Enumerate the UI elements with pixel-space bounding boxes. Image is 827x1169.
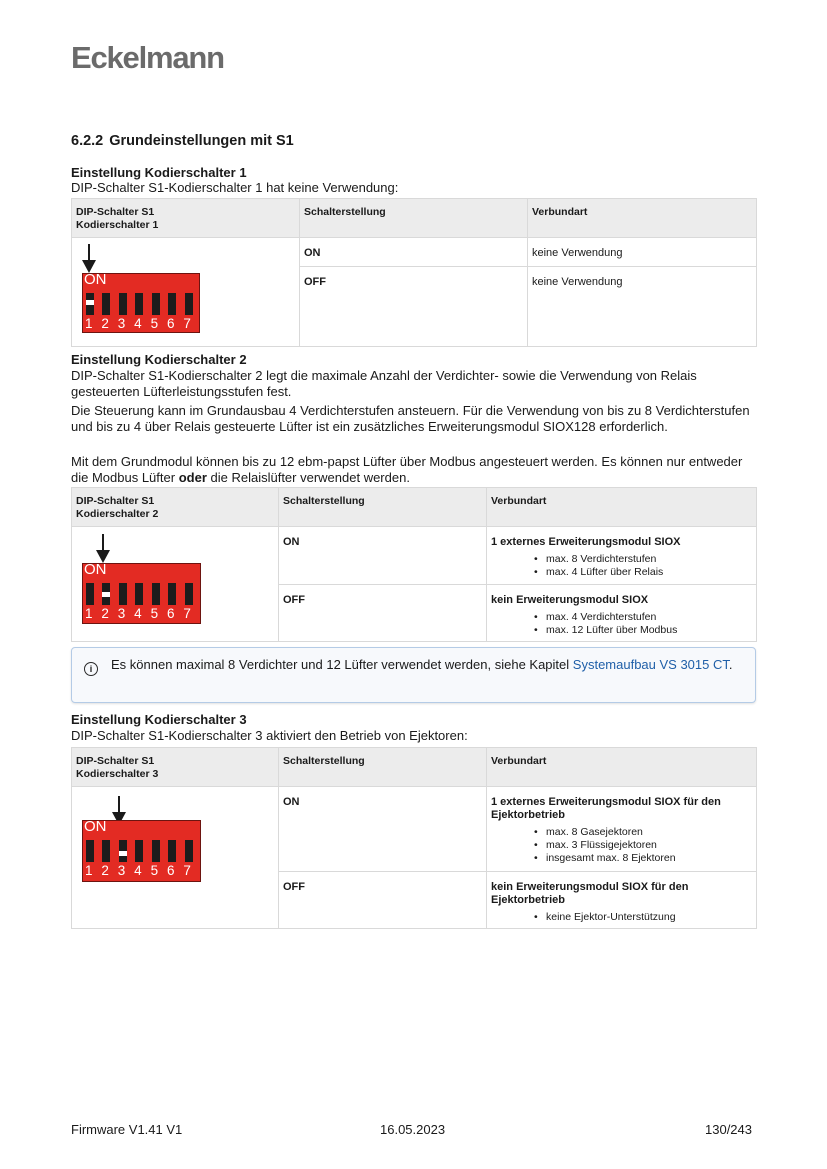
bullet-list <box>487 911 756 924</box>
switch1-heading: Einstellung Kodierschalter 1 <box>71 165 247 180</box>
dip-lever-3 <box>119 851 127 856</box>
dip-slot-5 <box>152 293 160 315</box>
dip-slot-5 <box>152 840 160 862</box>
list-item: • max. 4 Lüfter über Relais <box>546 566 756 579</box>
table-row-off-type: kein Erweiterungsmodul SIOX für den Ejektorbetrieb • keine Ejektor-Unterstützung <box>487 872 757 929</box>
dip-slot-3 <box>119 293 127 315</box>
list-item: • max. 8 Verdichterstufen <box>546 553 756 566</box>
footer-date: 16.05.2023 <box>380 1122 446 1137</box>
table-row-off-type: kein Erweiterungsmodul SIOX • max. 4 Verdichterstufen • max. 12 Lüfter über Modbus <box>487 585 757 642</box>
list-item: • insgesamt max. 8 Ejektoren <box>546 852 756 865</box>
dip-slot-7 <box>185 583 193 605</box>
dip-numbers: 1 2 3 4 5 6 7 <box>85 863 191 878</box>
footer-page-number: 130/243 <box>705 1122 752 1137</box>
table-row-off-position: OFF <box>279 872 487 929</box>
table-row-on-position: ON <box>279 527 487 585</box>
switch3-intro: DIP-Schalter S1-Kodierschalter 3 aktiviert den Betrieb von Ejektoren: <box>71 728 468 743</box>
dip-board <box>82 273 200 333</box>
switch1-table <box>71 198 757 347</box>
bullet-list <box>487 553 756 579</box>
section-title: Grundeinstellungen mit S1 <box>109 133 294 149</box>
dip-slot-6 <box>168 840 176 862</box>
dip-switch-cell <box>72 787 279 929</box>
dip-board <box>82 820 201 882</box>
list-item: • max. 4 Verdichterstufen <box>546 611 756 624</box>
table-row-off-type: keine Verwendung <box>528 267 757 347</box>
dip-slot-5 <box>152 583 160 605</box>
dip-slot-4 <box>135 583 143 605</box>
table-header-type: Verbundart <box>487 748 757 787</box>
list-item: • max. 12 Lüfter über Modbus <box>546 624 756 637</box>
section-heading <box>71 133 294 149</box>
table-row-off-position: OFF <box>279 585 487 642</box>
dip-slot-7 <box>185 293 193 315</box>
switch2-intro-3: Mit dem Grundmodul können bis zu 12 ebm-papst Lüfter über Modbus angesteuert werden. Es können nur entweder die Modbus Lüfter oder die Relaislüfter verwendet werden. <box>71 454 743 486</box>
switch2-intro-2: Die Steuerung kann im Grundausbau 4 Verdichterstufen ansteuern. Für die Verwendung von bis zu 8 Verdichterstufen und bis zu 4 über Relais gesteuerte Lüfter ist ein zusätzliches Erweiterungsmodul SIOX128 erforderlich. <box>71 403 750 435</box>
table-row-on-type: keine Verwendung <box>528 238 757 267</box>
switch2-intro-1: DIP-Schalter S1-Kodierschalter 2 legt die maximale Anzahl der Verdichter- sowie die Verwendung von Relais gesteuerten Lüfterleistungsstufen fest. <box>71 368 697 400</box>
list-item: • max. 3 Flüssigejektoren <box>546 839 756 852</box>
table-header-type: Verbundart <box>487 488 757 527</box>
switch2-table <box>71 487 757 642</box>
footer-firmware: Firmware V1.41 V1 <box>71 1122 183 1137</box>
dip-numbers: 1 2 3 4 5 6 7 <box>85 606 191 621</box>
table-header-position: Schalterstellung <box>279 488 487 527</box>
dip-slot-6 <box>168 293 176 315</box>
dip-numbers: 1 2 3 4 5 6 7 <box>85 316 191 331</box>
table-row-off-position: OFF <box>300 267 528 347</box>
dip-switch-graphic <box>72 238 299 343</box>
table-row-on-position: ON <box>279 787 487 872</box>
switch2-heading: Einstellung Kodierschalter 2 <box>71 352 247 367</box>
switch1-intro: DIP-Schalter S1-Kodierschalter 1 hat keine Verwendung: <box>71 180 399 195</box>
switch3-table <box>71 747 757 929</box>
dip-slot-3 <box>119 583 127 605</box>
dip-lever-2 <box>102 592 110 597</box>
systemaufbau-link[interactable]: Systemaufbau VS 3015 CT <box>572 657 729 672</box>
dip-slot-4 <box>135 293 143 315</box>
info-note-text: Es können maximal 8 Verdichter und 12 Lüfter verwendet werden, siehe Kapitel Systemaufbau VS 3015 CT. <box>111 657 733 672</box>
table-row-on-type: 1 externes Erweiterungsmodul SIOX • max. 8 Verdichterstufen • max. 4 Lüfter über Relais <box>487 527 757 585</box>
dip-slot-2 <box>102 293 110 315</box>
dip-slot-2 <box>102 840 110 862</box>
table-header-type: Verbundart <box>528 199 757 238</box>
bullet-list <box>487 611 756 637</box>
section-number: 6.2.2 <box>71 133 104 149</box>
info-note <box>71 647 756 703</box>
dip-slot-1 <box>86 583 94 605</box>
dip-slot-6 <box>168 583 176 605</box>
dip-switch-cell <box>72 238 300 347</box>
on-label: ON <box>84 271 107 288</box>
dip-slot-7 <box>185 840 193 862</box>
dip-slot-1 <box>86 840 94 862</box>
list-item: • max. 8 Gasejektoren <box>546 826 756 839</box>
table-header-switch: DIP-Schalter S1 Kodierschalter 3 <box>72 748 279 787</box>
table-row-on-type: 1 externes Erweiterungsmodul SIOX für den Ejektorbetrieb • max. 8 Gasejektoren • max. 3 Flüssigejektoren • insgesamt max. 8 Ejektoren <box>487 787 757 872</box>
eckelmann-logo: Eckelmann <box>71 40 224 75</box>
table-header-position: Schalterstellung <box>300 199 528 238</box>
table-header-switch: DIP-Schalter S1 Kodierschalter 2 <box>72 488 279 527</box>
on-label: ON <box>84 818 107 835</box>
info-icon: i <box>84 662 98 676</box>
dip-lever-1 <box>86 300 94 305</box>
list-item: • keine Ejektor-Unterstützung <box>546 911 756 924</box>
dip-switch-graphic <box>72 527 278 637</box>
table-header-position: Schalterstellung <box>279 748 487 787</box>
on-label: ON <box>84 561 107 578</box>
dip-switch-cell <box>72 527 279 642</box>
dip-slot-2 <box>102 583 110 605</box>
dip-slot-4 <box>135 840 143 862</box>
table-header-switch: DIP-Schalter S1 Kodierschalter 1 <box>72 199 300 238</box>
dip-slot-1 <box>86 293 94 315</box>
dip-switch-graphic <box>72 787 278 897</box>
switch3-heading: Einstellung Kodierschalter 3 <box>71 712 247 727</box>
bullet-list <box>487 826 756 866</box>
dip-slot-3 <box>119 840 127 862</box>
dip-board <box>82 563 201 624</box>
table-row-on-position: ON <box>300 238 528 267</box>
